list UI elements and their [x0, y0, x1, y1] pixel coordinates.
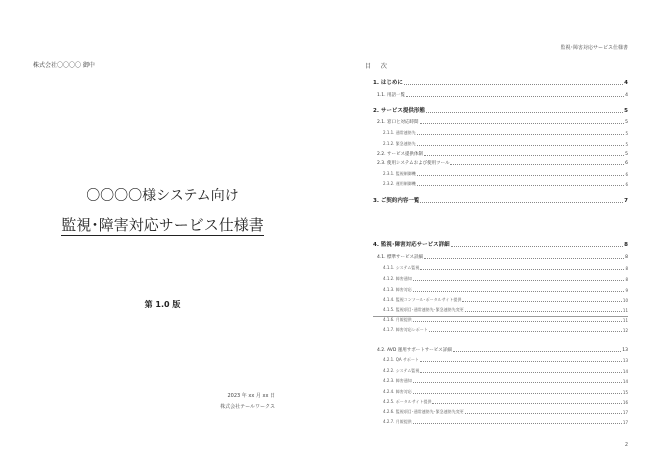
toc-leader-dots	[417, 145, 625, 146]
toc-leader-dots	[420, 202, 623, 203]
toc-entry-page: 8	[625, 277, 628, 282]
toc-entry-label: 3. ご契約内容一覧	[373, 198, 420, 204]
toc-leader-dots	[426, 112, 623, 113]
toc-entry-label: 4.1.7. 障害対応レポート	[383, 327, 428, 332]
toc-entry[interactable]	[373, 196, 628, 204]
toc-leader-dots	[420, 269, 624, 270]
toc-entry[interactable]	[383, 181, 628, 187]
toc-entry[interactable]	[383, 389, 628, 395]
toc-entry[interactable]	[383, 171, 628, 177]
toc-entry-label: 1.1. 用語一覧	[377, 93, 406, 98]
toc-leader-dots	[432, 403, 621, 404]
toc-entry[interactable]	[377, 160, 628, 166]
toc-entry-page: 17	[622, 410, 628, 415]
toc-entry[interactable]	[383, 276, 628, 282]
toc-leader-dots	[404, 84, 623, 85]
toc-entry-page: 14	[622, 379, 628, 384]
toc-entry-page: 8	[625, 266, 628, 271]
toc-leader-dots	[453, 351, 621, 352]
toc-entry-label: 2.3.1. 監視制御機	[383, 171, 416, 176]
toc-entry-page: 15	[622, 390, 628, 395]
toc-leader-dots	[451, 246, 624, 247]
document-date: 2023 年 xx 月 xx 日	[227, 393, 275, 399]
toc-entry-page: 6	[625, 182, 628, 187]
toc-leader-dots	[424, 258, 624, 259]
toc-entry-label: 4.2.6. 監視項目･通常連絡先･緊急連絡先変更	[383, 409, 464, 414]
toc-entry[interactable]	[383, 357, 628, 363]
toc-entry[interactable]	[383, 297, 628, 303]
toc-entry[interactable]	[383, 130, 628, 136]
toc-entry-label: 4.1. 標準サービス詳細	[377, 255, 424, 260]
page-number: 2	[624, 442, 628, 448]
toc-entry[interactable]	[373, 106, 628, 114]
toc-entry[interactable]	[383, 378, 628, 384]
document-title	[0, 214, 325, 235]
toc-leader-dots	[450, 164, 624, 165]
toc-leader-dots	[429, 331, 622, 332]
toc-entry-label: 4.1.5. 監視項目･通常連絡先･緊急連絡先変更	[383, 307, 464, 312]
toc-leader-dots	[417, 185, 625, 186]
toc-leader-dots	[420, 372, 622, 373]
toc-entry[interactable]	[383, 265, 628, 271]
toc-entry-label: 2.3. 使用システムおよび使用ツール	[377, 161, 450, 166]
toc-entry-page: 7	[624, 198, 628, 204]
toc-entry-label: 4.1.1. システム監視	[383, 265, 420, 270]
toc-leader-dots	[465, 311, 622, 312]
toc-leader-dots	[462, 301, 622, 302]
toc-leader-dots	[413, 321, 622, 322]
toc-leader-dots	[465, 413, 622, 414]
toc-entry[interactable]	[383, 287, 628, 293]
toc-leader-dots	[424, 155, 624, 156]
toc-leader-dots	[417, 175, 625, 176]
toc-entry[interactable]	[383, 141, 628, 147]
toc-page	[325, 0, 650, 469]
toc-entry-page: 6	[625, 161, 628, 166]
toc-entry-page: 5	[625, 131, 628, 136]
toc-leader-dots	[406, 96, 624, 97]
toc-entry[interactable]	[373, 240, 628, 248]
toc-entry-page: 5	[625, 142, 628, 147]
toc-entry-label: 4.1.4. 監視コンソール･ポータルサイト提供	[383, 297, 462, 302]
toc-entry[interactable]	[377, 151, 628, 157]
section-divider	[373, 316, 628, 317]
toc-entry-page: 14	[622, 369, 628, 374]
toc-entry-label: 2.2. サービス提供体制	[377, 152, 424, 157]
toc-entry-page: 13	[622, 358, 628, 363]
toc-entry-page: 11	[622, 308, 628, 313]
toc-entry-page: 13	[622, 348, 628, 353]
toc-leader-dots	[413, 291, 625, 292]
toc-entry[interactable]	[377, 92, 628, 98]
toc-leader-dots	[420, 361, 622, 362]
toc-entry-label: 4.2.1. QA サポート	[383, 357, 419, 362]
toc-entry-page: 5	[625, 152, 628, 157]
toc-entry-page: 8	[624, 242, 628, 248]
toc-entry-page: 10	[622, 298, 628, 303]
toc-entry-label: 4. 監視･障害対応サービス詳細	[373, 242, 450, 248]
toc-entry-page: 5	[624, 108, 628, 114]
toc-entry[interactable]	[377, 347, 628, 353]
running-header: 監視･障害対応サービス仕様書	[560, 45, 628, 51]
toc-entry[interactable]	[383, 399, 628, 405]
toc-leader-dots	[420, 123, 625, 124]
toc-entry-label: 4.2.5. ポータルサイト提供	[383, 399, 432, 404]
toc-entry-label: 1. はじめに	[373, 80, 403, 86]
toc-leader-dots	[413, 280, 625, 281]
toc-entry-label: 2.1. 窓口と対応時間	[377, 120, 419, 125]
toc-title: 目 次	[365, 63, 391, 70]
toc-entry[interactable]	[377, 119, 628, 125]
toc-entry-page: 16	[622, 400, 628, 405]
toc-entry[interactable]	[383, 368, 628, 374]
toc-leader-dots	[417, 134, 625, 135]
toc-entry-label: 4.1.3. 障害対応	[383, 287, 412, 292]
document-title-text: 監視･障害対応サービス仕様書	[61, 216, 264, 234]
toc-entry-label: 2.1.2. 緊急連絡先	[383, 141, 416, 146]
title-line-1: 〇〇〇〇様システム向け	[86, 188, 239, 204]
toc-entry[interactable]	[383, 317, 628, 323]
toc-entry-page: 9	[625, 288, 628, 293]
toc-leader-dots	[413, 382, 622, 383]
toc-entry[interactable]	[383, 327, 628, 333]
toc-entry[interactable]	[377, 254, 628, 260]
toc-entry-page: 12	[622, 328, 628, 333]
toc-entry-page: 6	[625, 172, 628, 177]
version-label: 第 1.0 版	[144, 300, 181, 309]
toc-entry-label: 4.2.3. 障害通知	[383, 378, 412, 383]
toc-entry-page: 11	[622, 318, 628, 323]
client-name: 株式会社〇〇〇〇 御中	[33, 62, 95, 69]
toc-entry-label: 2.1.1. 通常連絡先	[383, 130, 416, 135]
toc-entry-label: 4.1.2. 障害通知	[383, 276, 412, 281]
toc-entry-label: 2.3.2. 運用制御機	[383, 181, 416, 186]
company-name: 株式会社テールワークス	[220, 404, 275, 410]
toc-entry-label: 4.2.7. 月報提供	[383, 419, 412, 424]
toc-entry-label: 2. サービス提供形態	[373, 108, 425, 114]
toc-entry-page: 17	[622, 420, 628, 425]
toc-leader-dots	[413, 393, 622, 394]
toc-leader-dots	[413, 423, 622, 424]
toc-entry-label: 4.2.4. 障害対応	[383, 389, 412, 394]
toc-entry-label: 4.2.2. システム監視	[383, 368, 420, 373]
toc-entry-page: 5	[625, 120, 628, 125]
toc-entry-page: 4	[625, 93, 628, 98]
toc-entry-label: 4.2. AVD 運用サポートサービス詳細	[377, 348, 452, 353]
toc-entry[interactable]	[383, 419, 628, 425]
toc-entry[interactable]	[383, 409, 628, 415]
toc-entry[interactable]	[383, 307, 628, 313]
toc-entry[interactable]	[373, 78, 628, 86]
toc-entry-page: 8	[625, 255, 628, 260]
toc-entry-page: 4	[624, 80, 628, 86]
toc-entry-label: 4.1.6. 月報提供	[383, 317, 412, 322]
